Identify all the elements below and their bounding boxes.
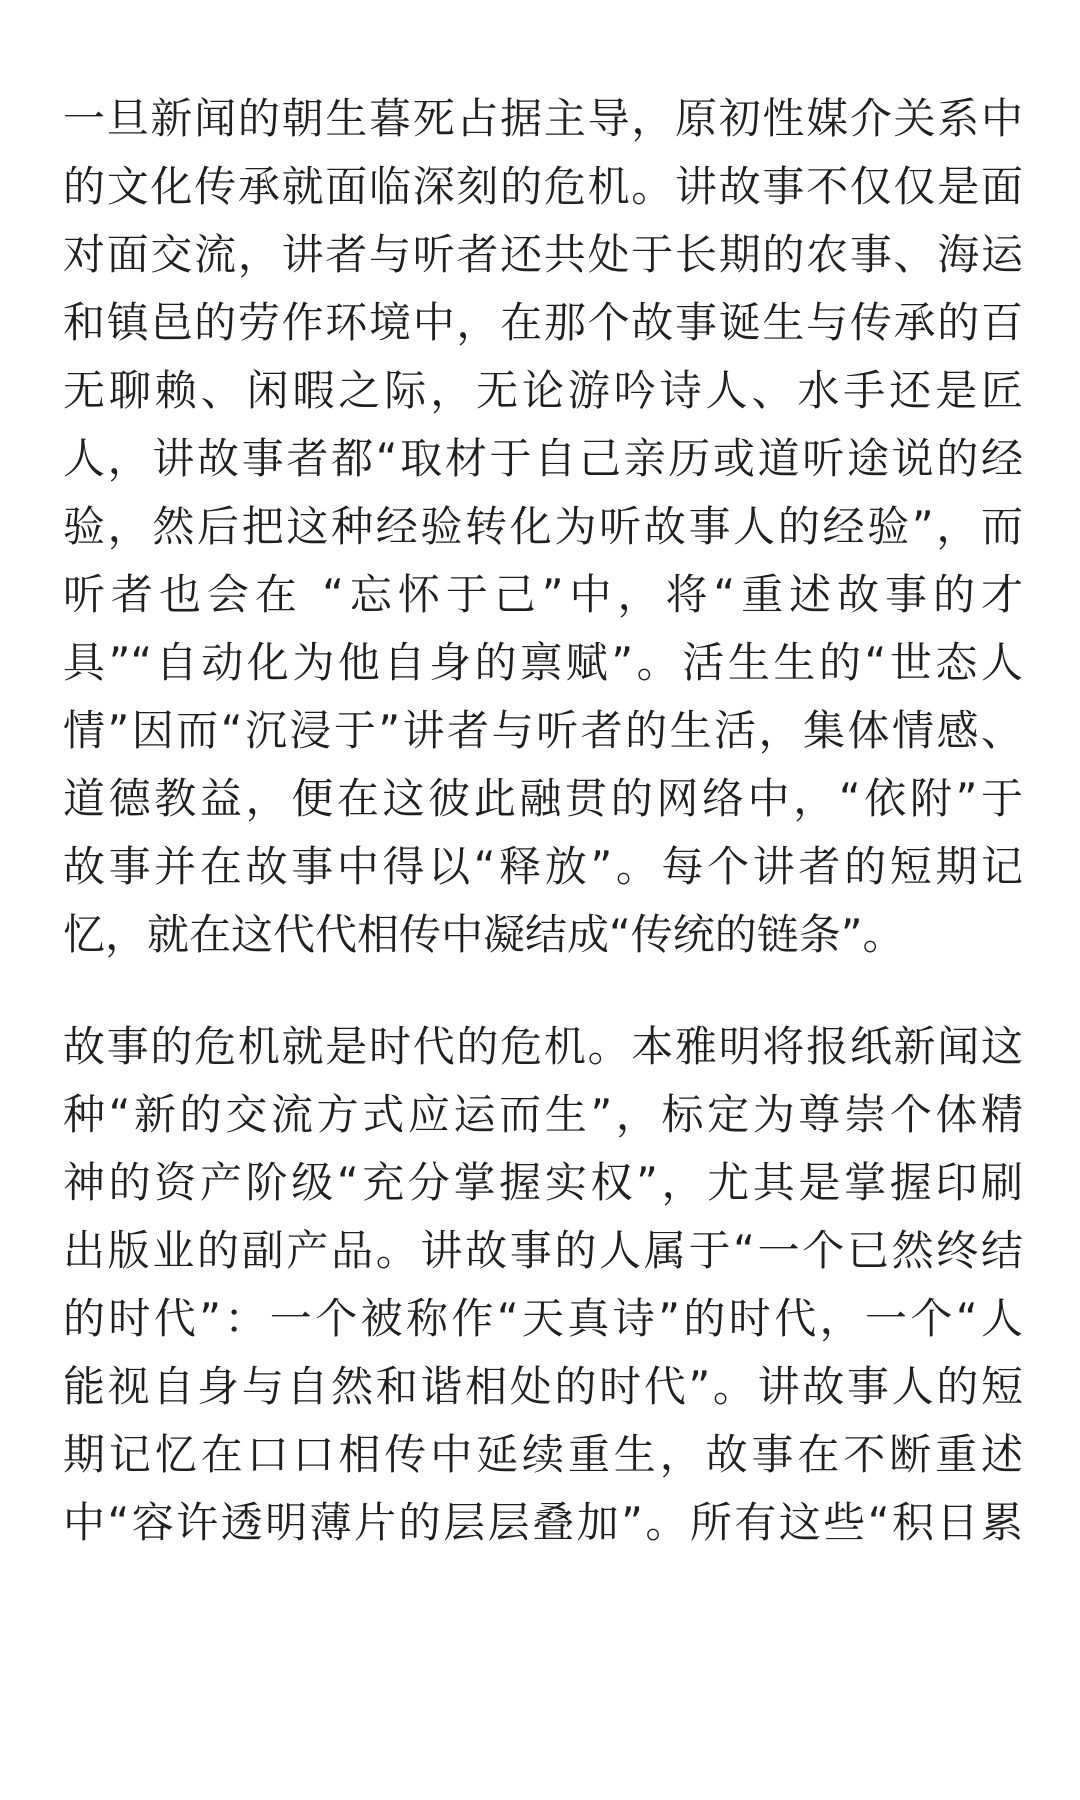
text-line: 道德教益，便在这彼此融贯的网络中，“依附”于 bbox=[63, 774, 1023, 823]
text-line: 验，然后把这种经验转化为听故事人的经验”，而 bbox=[63, 502, 1023, 551]
text-line: 具”“自动化为他自身的禀赋”。活生生的“世态人 bbox=[63, 638, 1023, 687]
text-line: 神的资产阶级“充分掌握实权”，尤其是掌握印刷 bbox=[63, 1158, 1023, 1207]
text-line: 种“新的交流方式应运而生”，标定为尊崇个体精 bbox=[63, 1090, 1023, 1139]
text-line: 忆，就在这代代相传中凝结成“传统的链条”。 bbox=[63, 910, 905, 959]
text-line: 无聊赖、闲暇之际，无论游吟诗人、水手还是匠 bbox=[63, 366, 1023, 415]
text-line: 对面交流，讲者与听者还共处于长期的农事、海运 bbox=[63, 230, 1023, 279]
text-line: 能视自身与自然和谐相处的时代”。讲故事人的短 bbox=[63, 1362, 1023, 1411]
text-line: 人，讲故事者都“取材于自己亲历或道听途说的经 bbox=[63, 434, 1023, 483]
text-line: 的时代”：一个被称作“天真诗”的时代，一个“人 bbox=[63, 1294, 1023, 1343]
text-line: 情”因而“沉浸于”讲者与听者的生活，集体情感、 bbox=[63, 706, 1023, 755]
text-line: 中“容许透明薄片的层层叠加”。所有这些“积日累 bbox=[63, 1498, 1023, 1547]
text-line: 和镇邑的劳作环境中，在那个故事诞生与传承的百 bbox=[63, 298, 1023, 347]
text-line: 出版业的副产品。讲故事的人属于“一个已然终结 bbox=[63, 1226, 1023, 1275]
text-line: 一旦新闻的朝生暮死占据主导，原初性媒介关系中 bbox=[63, 94, 1023, 143]
text-line: 期记忆在口口相传中延续重生，故事在不断重述 bbox=[63, 1430, 1023, 1479]
text-line: 的文化传承就面临深刻的危机。讲故事不仅仅是面 bbox=[63, 162, 1023, 211]
text-line: 故事的危机就是时代的危机。本雅明将报纸新闻这 bbox=[63, 1022, 1023, 1071]
text-line: 故事并在故事中得以“释放”。每个讲者的短期记 bbox=[63, 842, 1023, 891]
text-line: 听者也会在 “忘怀于己”中，将“重述故事的才 bbox=[63, 570, 1023, 619]
